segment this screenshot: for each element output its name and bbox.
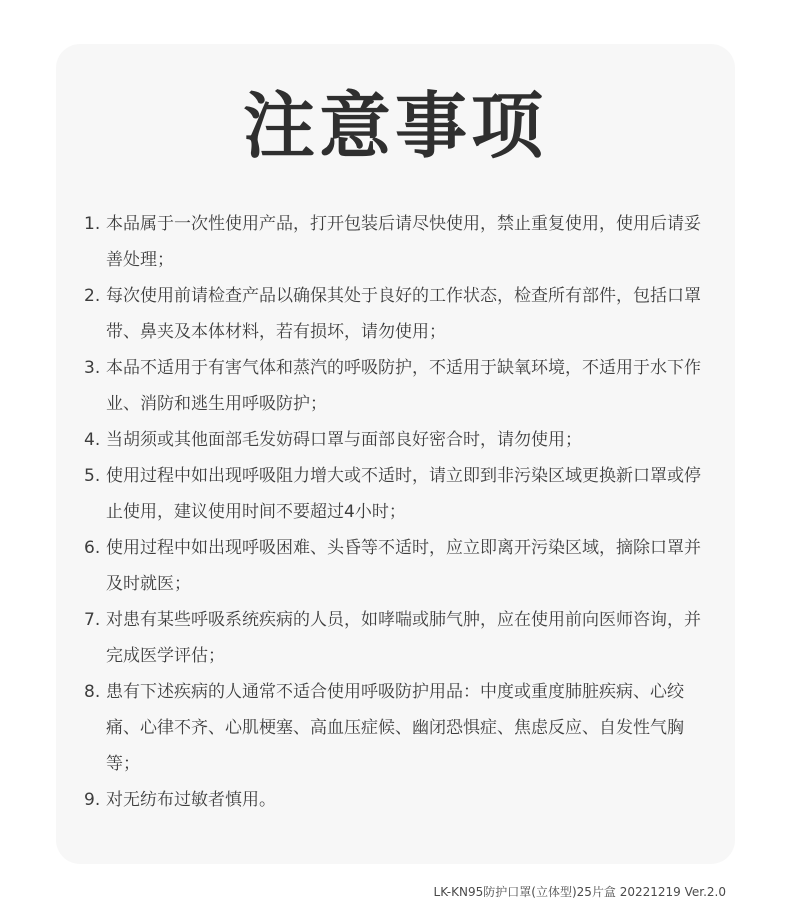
note-text: 每次使用前请检查产品以确保其处于良好的工作状态，检查所有部件，包括口罩带、鼻夹及本体材料，若有损坏，请勿使用； bbox=[106, 286, 701, 342]
product-version-footer: LK-KN95防护口罩(立体型)25片盒 20221219 Ver.2.0 bbox=[433, 885, 726, 899]
note-item bbox=[84, 602, 714, 674]
note-item bbox=[84, 530, 714, 602]
notes-list bbox=[84, 206, 714, 818]
note-text: 使用过程中如出现呼吸困难、头昏等不适时，应立即离开污染区域，摘除口罩并及时就医； bbox=[106, 538, 701, 594]
note-item bbox=[84, 458, 714, 530]
note-item bbox=[84, 674, 714, 782]
note-number: 1. bbox=[84, 214, 101, 234]
note-text: 对无纺布过敏者慎用。 bbox=[106, 790, 276, 810]
note-number: 2. bbox=[84, 286, 101, 306]
note-text: 使用过程中如出现呼吸阻力增大或不适时，请立即到非污染区域更换新口罩或停止使用，建议使用时间不要超过4小时； bbox=[106, 466, 701, 522]
note-number: 5. bbox=[84, 466, 101, 486]
note-item bbox=[84, 350, 714, 422]
note-number: 9. bbox=[84, 790, 101, 810]
note-item bbox=[84, 278, 714, 350]
note-number: 6. bbox=[84, 538, 101, 558]
note-number: 3. bbox=[84, 358, 101, 378]
note-text: 本品不适用于有害气体和蒸汽的呼吸防护，不适用于缺氧环境，不适用于水下作业、消防和逃生用呼吸防护； bbox=[106, 358, 701, 414]
note-text: 当胡须或其他面部毛发妨碍口罩与面部良好密合时，请勿使用； bbox=[106, 430, 582, 450]
note-number: 8. bbox=[84, 682, 101, 702]
page-title: 注意事项 bbox=[242, 84, 547, 168]
note-text: 对患有某些呼吸系统疾病的人员，如哮喘或肺气肿，应在使用前向医师咨询，并完成医学评估； bbox=[106, 610, 701, 666]
note-text: 本品属于一次性使用产品，打开包装后请尽快使用，禁止重复使用，使用后请妥善处理； bbox=[106, 214, 701, 270]
note-item bbox=[84, 782, 714, 818]
note-item bbox=[84, 422, 714, 458]
note-number: 7. bbox=[84, 610, 101, 630]
note-text: 患有下述疾病的人通常不适合使用呼吸防护用品：中度或重度肺脏疾病、心绞痛、心律不齐、心肌梗塞、高血压症候、幽闭恐惧症、焦虑反应、自发性气胸等； bbox=[106, 682, 684, 774]
note-item bbox=[84, 206, 714, 278]
note-number: 4. bbox=[84, 430, 101, 450]
